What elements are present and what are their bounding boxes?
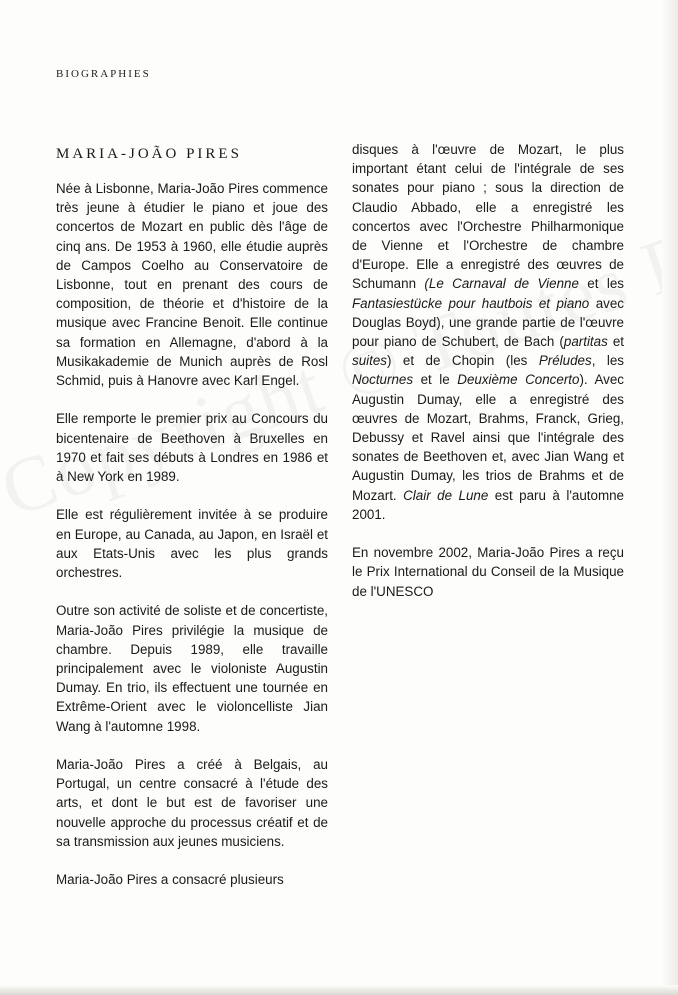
paragraph-discography: disques à l'œuvre de Mozart, le plus important étant celui de l'intégrale de ses sonates pour piano ; sous la direction de Claudio Abbado, elle a enregistré les concertos avec l'Orchestre Philharmonique de Vienne et l'Orchestre de chambre d'Europe. Elle a enregistré des œuvres de Schumann (Le Carnaval de Vienne et les Fantasiestücke pour hautbois et piano avec Douglas Boyd), une grande partie de l'œuvre pour piano de Schubert, de Bach (partitas et suites) et de Chopin (les Préludes, les Nocturnes et le Deuxième Concerto). Avec Augustin Dumay, elle a enregistré des œuvres de Mozart, Brahms, Franck, Grieg, Debussy et Ravel ainsi que l'intégrale des sonates de Beethoven et, avec Jian Wang et Augustin Dumay, les trios de Brahms et de Mozart. Clair de Lune est paru à l'automne 2001.	[352, 142, 625, 522]
paragraph-chamber-music: Outre son activité de soliste et de concertiste, Maria-João Pires privilégie la musique de chambre. Depuis 1989, elle travaille principalement avec le violoniste Augustin Dumay. En trio, ils effectuent une tournée en Extrême-Orient avec le violoncelliste Jian Wang à l'automne 1998.	[56, 603, 328, 734]
left-column	[56, 179, 328, 889]
biography-title: MARIA-JOÃO PIRES	[56, 146, 242, 162]
section-label: BIOGRAPHIES	[56, 68, 151, 80]
paragraph-belgais: Maria-João Pires a créé à Belgais, au Portugal, un centre consacré à l'étude des arts, et dont le but est de favoriser une nouvelle approche du processus créatif et de sa transmission aux jeunes musiciens.	[56, 757, 328, 849]
page-edge-shadow	[662, 0, 678, 995]
right-column	[352, 140, 624, 601]
page-bottom-edge	[0, 985, 678, 995]
paragraph-discography-start: Maria-João Pires a consacré plusieurs	[56, 872, 284, 888]
paragraph-unesco-prize: En novembre 2002, Maria-João Pires a reçu le Prix International du Conseil de la Musique de l'UNESCO	[352, 545, 624, 599]
paragraph-prize: Elle remporte le premier prix au Concours du bicentenaire de Beethoven à Bruxelles en 1970 et fait ses débuts à Londres en 1986 et à New York en 1989.	[56, 411, 328, 485]
paragraph-invitations: Elle est régulièrement invitée à se produire en Europe, au Canada, au Japon, en Israël et aux Etats-Unis avec les plus grands orchestres.	[56, 507, 328, 581]
paragraph-early-life: Née à Lisbonne, Maria-João Pires commence très jeune à étudier le piano et joue des concertos de Mozart en public dès l'âge de cinq ans. De 1953 à 1960, elle étudie auprès de Campos Coelho au Conservatoire de Lisbonne, tout en prenant des cours de composition, de théorie et d'histoire de la musique avec Francine Benoit. Elle continue sa formation en Allemagne, d'abord à la Musikakademie de Munich auprès de Rosl Schmid, puis à Hanovre avec Karl Engel.	[56, 181, 328, 389]
